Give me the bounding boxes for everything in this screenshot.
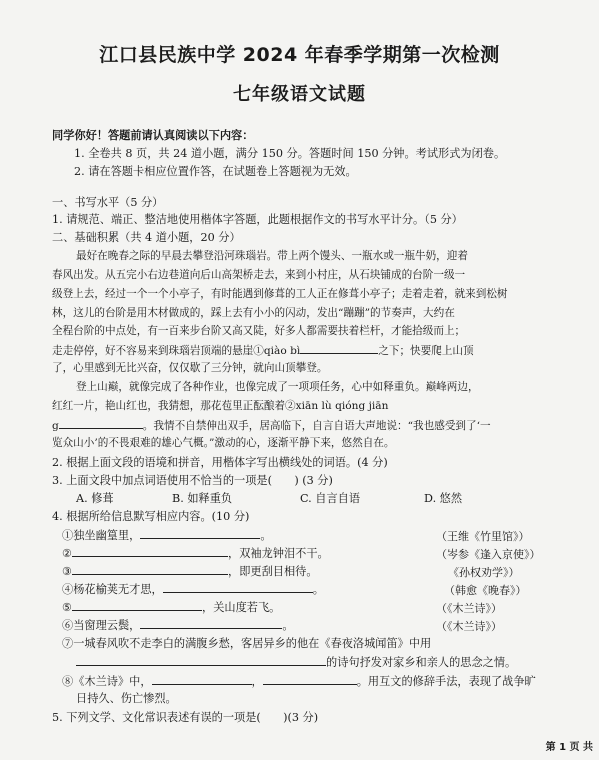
recitation-text: ③ bbox=[62, 565, 73, 578]
recitation-text: 的诗句抒发对家乡和亲人的思念之情。 bbox=[326, 656, 517, 669]
passage-line: 红红一片，艳山红也，我猜想，那花苞里正酝酿着②xiān lù qióng jiān bbox=[52, 400, 389, 412]
section1-heading: 一、书写水平（5 分） bbox=[52, 196, 164, 209]
passage-line: 级登上去，经过一个一个小亭子，有时能遇到修葺的工人正在修葺小亭子；走着走着，就来到松树 bbox=[52, 288, 508, 300]
recitation-line-3 bbox=[62, 564, 318, 579]
answer-blank bbox=[72, 546, 228, 557]
q3-option-a: A. 修葺 bbox=[76, 492, 114, 505]
passage-line: 最好在晚春之际的早晨去攀登沿河珠瑙岩。带上两个馒头、一瓶水或一瓶牛奶，迎着 bbox=[76, 250, 468, 262]
answer-blank bbox=[152, 674, 252, 685]
notice-item-2: 2. 请在答题卡相应位置作答，在试题卷上答题视为无效。 bbox=[74, 165, 357, 178]
question-3: 3. 上面文段中加点词语使用不恰当的一项是( ) (3 分) bbox=[52, 474, 333, 487]
q3-option-d: D. 悠然 bbox=[424, 492, 463, 505]
answer-blank bbox=[140, 528, 260, 539]
q3-option-b: B. 如释重负 bbox=[172, 492, 233, 505]
recitation-line-7a: ⑦一城春风吹不走李白的满腹乡愁，客居异乡的他在《春夜洛城闻笛》中用 bbox=[62, 637, 432, 650]
passage-text: 走走停停，好不容易来到珠瑙岩顶端的悬崖①qiào bì bbox=[52, 345, 301, 357]
passage-line: 了，心里感到无比兴奋，仅仅歇了三分钟，就向山顶攀登。 bbox=[52, 362, 328, 374]
answer-blank bbox=[72, 600, 202, 611]
recitation-source-1: （王维《竹里馆》） bbox=[436, 530, 530, 543]
question-5: 5. 下列文学、文化常识表述有误的一项是( )(3 分) bbox=[52, 711, 319, 724]
recitation-source-2: （岑参《逢入京使》） bbox=[436, 548, 541, 561]
recitation-text: ⑧《木兰诗》中， bbox=[62, 675, 152, 688]
recitation-line-8a bbox=[62, 674, 536, 689]
recitation-line-8b: 日持久、伤亡惨烈。 bbox=[76, 692, 177, 705]
recitation-text: ，双袖龙钟泪不干。 bbox=[228, 547, 329, 560]
answer-blank bbox=[59, 418, 143, 429]
passage-text: g bbox=[52, 420, 59, 432]
passage-line bbox=[52, 418, 491, 433]
notice-heading: 同学你好！答题前请认真阅读以下内容： bbox=[52, 129, 254, 142]
recitation-text: ，即更刮目相待。 bbox=[228, 565, 318, 578]
recitation-line-5 bbox=[62, 600, 280, 615]
passage-line: 春风出发。从五完小右边巷道向后山高架桥走去，来到小村庄，从石块铺成的台阶一级一 bbox=[52, 269, 466, 281]
answer-blank bbox=[163, 582, 313, 593]
passage-text: 。我情不自禁伸出双手，居高临下，自言自语大声地说：“我也感受到了‘一 bbox=[142, 420, 491, 432]
recitation-line-6 bbox=[62, 618, 294, 633]
passage-line: 登上山巅，就像完成了各种作业，也像完成了一项项任务，心中如释重负。巅峰两边， bbox=[76, 381, 479, 393]
recitation-text: 。 bbox=[282, 619, 294, 632]
question-2: 2. 根据上面文段的语境和拼音，用楷体字写出横线处的词语。(4 分) bbox=[52, 456, 388, 469]
recitation-source-3: 《孙权劝学》） bbox=[448, 566, 520, 579]
recitation-text: ② bbox=[62, 547, 73, 560]
q3-option-c: C. 自言自语 bbox=[300, 492, 361, 505]
passage-line: 览众山小’的不畏艰难的雄心气概。”激动的心，逐渐平静下来，悠然自在。 bbox=[52, 437, 395, 449]
recitation-text: 。用互文的修辞手法，表现了战争旷 bbox=[356, 675, 536, 688]
passage-text: 之下；快要爬上山顶 bbox=[378, 345, 474, 357]
answer-blank bbox=[300, 343, 378, 354]
passage-line: 全程台阶的中点处，有一百来步台阶又高又陡，好多人都需要扶着栏杆，才能拾级而上； bbox=[52, 325, 466, 337]
recitation-line-7b bbox=[76, 655, 516, 670]
recitation-text: ④杨花榆荚无才思， bbox=[62, 583, 163, 596]
question-4: 4. 根据所给信息默写相应内容。(10 分) bbox=[52, 510, 250, 523]
passage-line: 林，这儿的台阶是用木材做成的，踩上去有小小的闪动，发出“蹦蹦”的节奏声，大约在 bbox=[52, 307, 455, 319]
exam-title: 江口县民族中学 2024 年春季学期第一次检测 bbox=[99, 44, 500, 66]
recitation-line-2 bbox=[62, 546, 329, 561]
answer-blank bbox=[76, 655, 326, 666]
recitation-text: ⑥当窗理云鬓， bbox=[62, 619, 141, 632]
recitation-line-4 bbox=[62, 582, 324, 597]
recitation-source-5: （《木兰诗》） bbox=[436, 602, 502, 615]
passage-line bbox=[52, 343, 474, 358]
question-1: 1. 请规范、端正、整洁地使用楷体字答题，此题根据作文的书写水平计分。（5 分） bbox=[52, 213, 463, 226]
recitation-text: ⑤ bbox=[62, 601, 73, 614]
recitation-source-6: （《木兰诗》） bbox=[436, 620, 502, 633]
recitation-text: ①独坐幽篁里， bbox=[62, 529, 141, 542]
recitation-line-1 bbox=[62, 528, 272, 543]
recitation-text: ，关山度若飞。 bbox=[202, 601, 281, 614]
exam-subtitle: 七年级语文试题 bbox=[233, 84, 366, 105]
recitation-text: 。 bbox=[260, 529, 272, 542]
recitation-source-4: （韩愈《晚春》） bbox=[444, 584, 527, 597]
recitation-text: 。 bbox=[312, 583, 324, 596]
notice-item-1: 1. 全卷共 8 页，共 24 道小题，满分 150 分。答题时间 150 分钟。考试形式为闭卷。 bbox=[74, 147, 506, 160]
answer-blank bbox=[263, 674, 357, 685]
recitation-text: ， bbox=[251, 675, 263, 688]
page-number: 第 1 页 共 bbox=[545, 742, 593, 753]
section2-heading: 二、基础积累（共 4 道小题，20 分） bbox=[52, 231, 241, 244]
answer-blank bbox=[140, 618, 282, 629]
answer-blank bbox=[72, 564, 228, 575]
